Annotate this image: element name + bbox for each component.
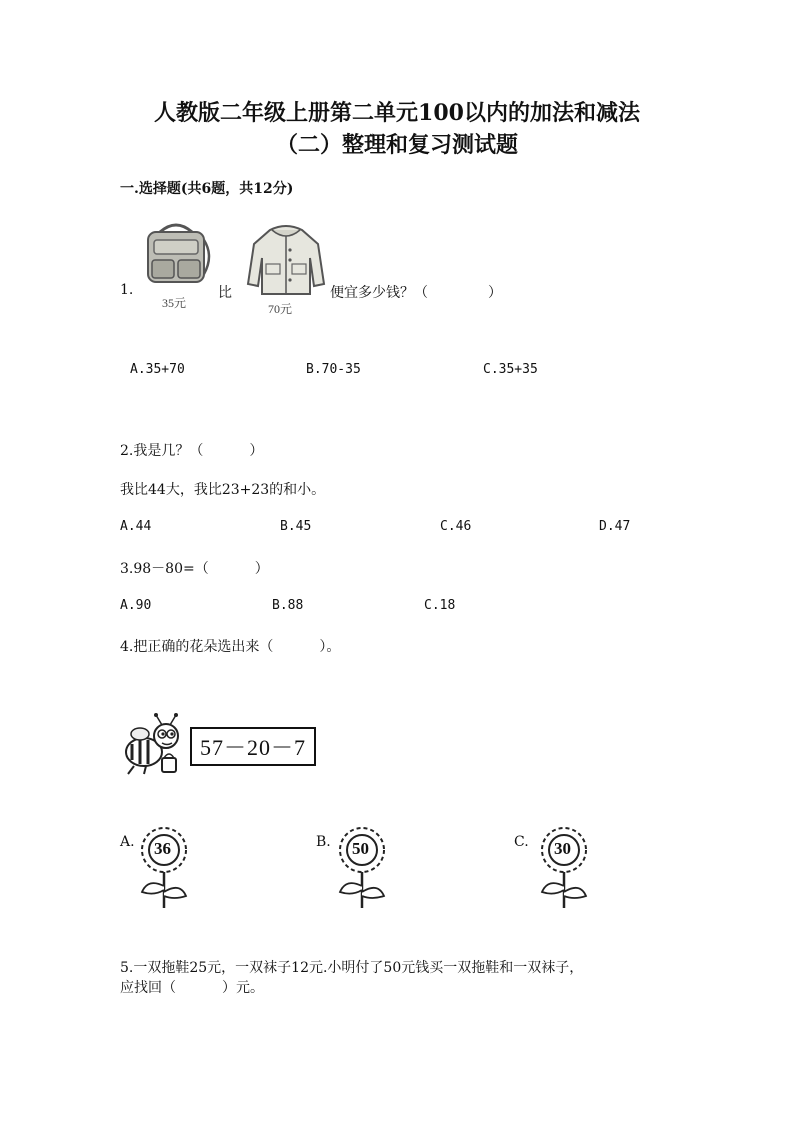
q4-option-a-flower	[134, 820, 194, 910]
page-title: 人教版二年级上册第二单元100以内的加法和减法	[154, 100, 640, 126]
q4-stem-text: 4.把正确的花朵选出来（	[120, 639, 274, 655]
q2-stem-text: 2.我是几？（	[120, 443, 204, 459]
backpack-icon	[140, 218, 214, 292]
q2-option-c: C.46	[440, 519, 472, 534]
q1-option-a: A.35+70	[130, 362, 185, 377]
q4-option-b-flower	[332, 820, 392, 910]
section-heading: 一.选择题(共6题，共12分)	[120, 181, 294, 197]
backpack-price: 35元	[162, 296, 187, 310]
backpack-image	[140, 218, 214, 310]
q5-line1: 5.一双拖鞋25元，一双袜子12元.小明付了50元钱买一双拖鞋和一双袜子，	[120, 960, 584, 976]
q1-question-text	[330, 282, 502, 302]
q3-stem	[120, 558, 269, 578]
sunflower-icon	[332, 820, 392, 910]
q4-option-b-label: B.	[316, 834, 331, 850]
q2-close: ）	[249, 443, 264, 459]
bee-icon	[120, 712, 186, 776]
q4-stem	[120, 636, 340, 656]
q5-line2-b: ）元。	[222, 980, 264, 996]
q4-option-c-label: C.	[514, 834, 529, 850]
q1-option-b: B.70-35	[306, 362, 361, 377]
flower-number-c: 30	[554, 839, 571, 858]
q5-line2-a: 应找回（	[120, 980, 176, 996]
sunflower-icon	[134, 820, 194, 910]
q4-close: ）。	[319, 639, 341, 655]
jacket-icon	[244, 222, 328, 298]
sunflower-icon	[534, 820, 594, 910]
q3-close: ）	[254, 561, 269, 577]
q1-close: ）	[488, 285, 502, 301]
q1-text: 便宜多少钱？（	[330, 285, 428, 301]
q3-stem-text: 3.98－80=（	[120, 561, 209, 577]
q1-option-c: C.35+35	[483, 362, 538, 377]
q2-option-b: B.45	[280, 519, 312, 534]
q1-compare-word: 比	[218, 285, 232, 301]
page-subtitle: （二）整理和复习测试题	[275, 132, 518, 158]
q3-option-a: A.90	[120, 598, 152, 613]
flower-number-a: 36	[154, 839, 171, 858]
q2-text: 我比44大，我比23+23的和小。	[120, 482, 326, 498]
q2-option-d: D.47	[599, 519, 631, 534]
jacket-image	[244, 222, 328, 316]
q4-option-a-label: A.	[120, 834, 135, 850]
expression-box: 57－20－7	[190, 727, 316, 766]
q4-option-c-flower	[534, 820, 594, 910]
flower-number-b: 50	[352, 839, 369, 858]
q3-option-b: B.88	[272, 598, 304, 613]
q3-option-c: C.18	[424, 598, 456, 613]
q1-number: 1.	[120, 282, 134, 298]
q5-line2	[120, 977, 264, 997]
jacket-price: 70元	[268, 302, 293, 316]
q2-stem	[120, 440, 263, 460]
bee-image	[120, 712, 186, 776]
q2-option-a: A.44	[120, 519, 152, 534]
